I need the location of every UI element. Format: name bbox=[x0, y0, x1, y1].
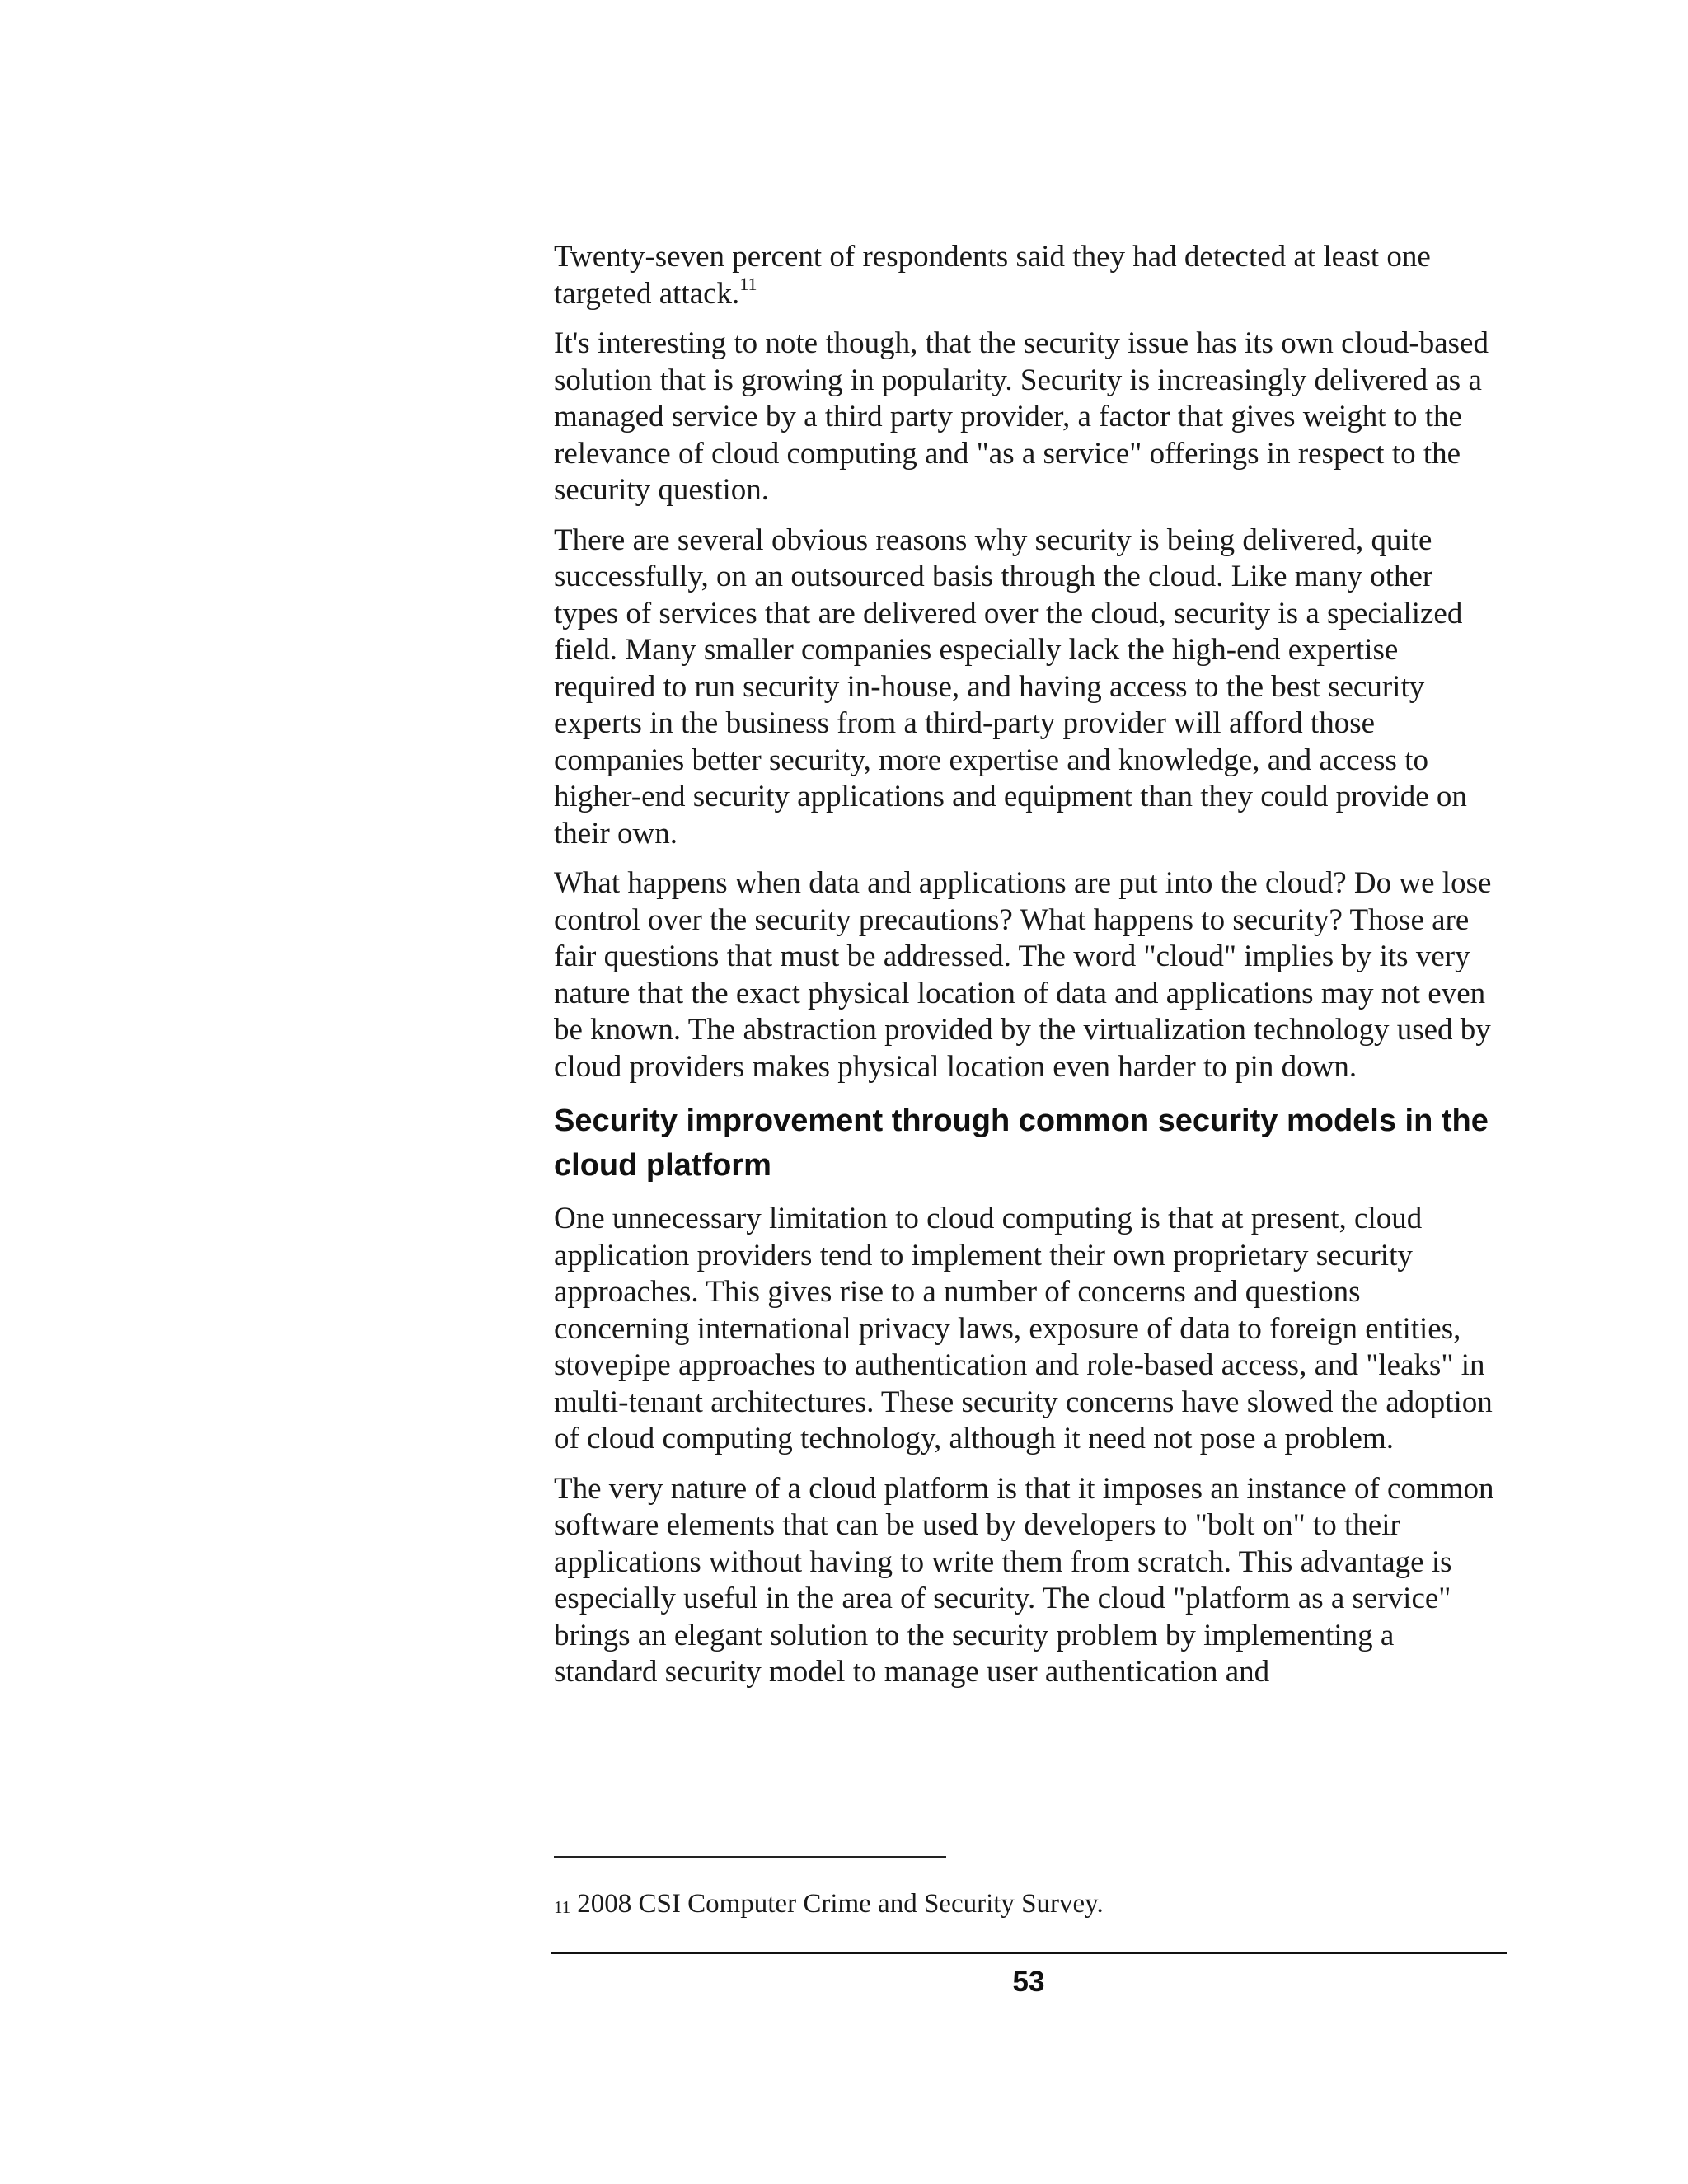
footnote-divider bbox=[554, 1856, 946, 1858]
page-number: 53 bbox=[1012, 1966, 1045, 1998]
footnote-text: 2008 CSI Computer Crime and Security Survey. bbox=[577, 1889, 1104, 1919]
footnote-mark: 11 bbox=[554, 1897, 571, 1917]
footnote-reference: 11 bbox=[739, 274, 757, 295]
paragraph-1-text: Twenty-seven percent of respondents said they had detected at least one targeted attack. bbox=[554, 240, 1431, 311]
paragraph-2: It's interesting to note though, that the security issue has its own cloud-based solution that is growing in popularity. Security is increasingly delivered as a managed service by a third party provider, a factor that gives weight to the relevance of cloud computing and "as a service" offerings in respect to the security question. bbox=[554, 326, 1489, 507]
paragraph-3: There are several obvious reasons why security is being delivered, quite successfully, on an outsourced basis through the cloud. Like many other types of services that are delivered over the cloud, security is a specialized field. Many smaller companies especially lack the high-end expertise required to run security in-house, and having access to the best security experts in the business from a third-party provider will afford those companies better security, more expertise and knowledge, and access to higher-end security applications and equipment than they could provide on their own. bbox=[554, 523, 1467, 851]
paragraph-6: The very nature of a cloud platform is that it imposes an instance of common software elements that can be used by developers to "bolt on" to their applications without having to write them from scratch. This advantage is especially useful in the area of security. The cloud "platform as a service" brings an elegant solution to the security problem by implementing a standard security model to manage user authentication and bbox=[554, 1471, 1494, 1689]
footnote bbox=[554, 1887, 1104, 1920]
page-body bbox=[554, 239, 1503, 1704]
section-heading: Security improvement through common security models in the cloud platform bbox=[554, 1104, 1489, 1183]
paragraph-4: What happens when data and applications are put into the cloud? Do we lose control over the security precautions? What happens to security? Those are fair questions that must be addressed. The word "cloud" implies by its very nature that the exact physical location of data and applications may not even be known. The abstraction provided by the virtualization technology used by cloud providers makes physical location even harder to pin down. bbox=[554, 866, 1492, 1084]
page-footer-rule bbox=[551, 1952, 1507, 1954]
paragraph-5: One unnecessary limitation to cloud computing is that at present, cloud application providers tend to implement their own proprietary security approaches. This gives rise to a number of concerns and questions concerning international privacy laws, exposure of data to foreign entities, stovepipe approaches to authentication and role-based access, and "leaks" in multi-tenant architectures. These security concerns have slowed the adoption of cloud computing technology, although it need not pose a problem. bbox=[554, 1202, 1493, 1455]
paragraph-1 bbox=[554, 239, 1503, 312]
